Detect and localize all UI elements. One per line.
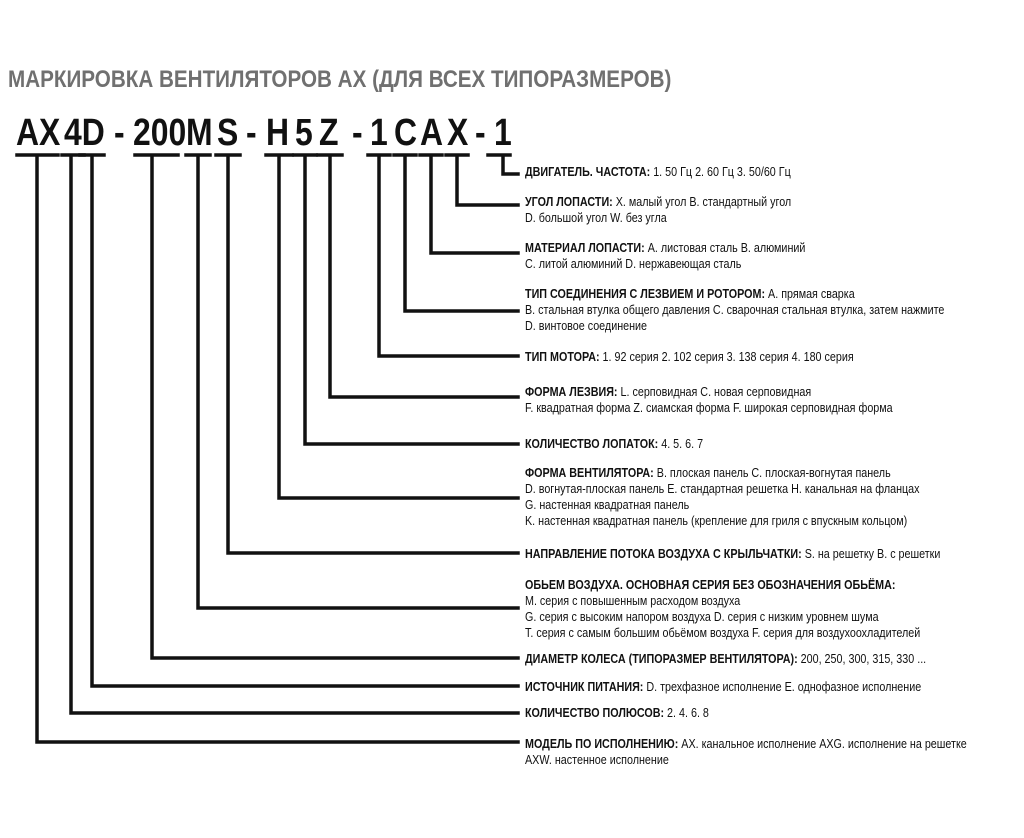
desc-label: ДВИГАТЕЛЬ. ЧАСТОТА:	[525, 165, 651, 179]
connector-poles	[62, 155, 518, 713]
connector-diameter	[135, 155, 518, 658]
code-blade-material: A	[420, 112, 444, 154]
code-blade-count: 5	[295, 112, 313, 154]
desc-motor-type	[525, 349, 854, 365]
connector-air-direction	[216, 155, 518, 553]
code-blade-angle: X	[447, 112, 469, 154]
code-separator: -	[246, 112, 257, 154]
desc-line: D. вогнутая-плоская панель E. стандартная решетка H. канальная на фланцах	[525, 482, 920, 496]
desc-text: D. трехфазное исполнение E. однофазное исполнение	[646, 680, 922, 694]
desc-fan-shape	[525, 465, 920, 529]
code-separator: -	[114, 112, 125, 154]
desc-label: УГОЛ ЛОПАСТИ:	[525, 195, 613, 209]
desc-label: ТИП МОТОРА:	[525, 350, 600, 364]
code-poles-power: 4D	[64, 112, 105, 154]
desc-line: D. винтовое соединение	[525, 319, 648, 333]
desc-label: ИСТОЧНИК ПИТАНИЯ:	[525, 680, 644, 694]
desc-text: A. прямая сварка	[768, 287, 855, 301]
desc-text: 2. 4. 6. 8	[667, 706, 709, 720]
desc-text: X. малый угол B. стандартный угол	[615, 195, 792, 209]
desc-label: КОЛИЧЕСТВО ПОЛЮСОВ:	[525, 706, 665, 720]
desc-text: L. серповидная C. новая серповидная	[620, 385, 812, 399]
desc-line: AXW. настенное исполнение	[525, 753, 669, 767]
code-air-direction: S	[217, 112, 239, 154]
code-blade-form: Z	[319, 112, 339, 154]
desc-label: ТИП СОЕДИНЕНИЯ С ЛЕЗВИЕМ И РОТОРОМ:	[525, 287, 766, 301]
desc-text: 4. 5. 6. 7	[661, 437, 704, 451]
desc-poles	[525, 705, 709, 721]
desc-label: ФОРМА ЛЕЗВИЯ:	[525, 385, 618, 399]
desc-power-source	[525, 679, 921, 695]
desc-line: G. серия с высоким напором воздуха D. серия с низким уровнем шума	[525, 610, 879, 624]
desc-text: B. плоская панель C. плоская-вогнутая панель	[656, 466, 891, 480]
desc-label: ОБЬЕМ ВОЗДУХА. ОСНОВНАЯ СЕРИЯ БЕЗ ОБОЗНАЧЕНИЯ ОБЬЁМА:	[525, 578, 896, 592]
desc-text: S. на решетку B. с решетки	[804, 547, 941, 561]
desc-line: M. серия с повышенным расходом воздуха	[525, 594, 741, 608]
connector-blade-form	[318, 155, 518, 397]
desc-text: A. листовая сталь B. алюминий	[647, 241, 806, 255]
code-model: AX	[16, 112, 61, 154]
desc-line: F. квадратная форма Z. сиамская форма F. широкая серповидная форма	[525, 401, 893, 415]
code-motor-type: 1	[370, 112, 388, 154]
desc-blade-form	[525, 384, 893, 416]
connector-group	[17, 155, 518, 742]
desc-blade-angle	[525, 194, 791, 226]
desc-label: МАТЕРИАЛ ЛОПАСТИ:	[525, 241, 645, 255]
code-separator: -	[352, 112, 363, 154]
code-air-volume: M	[186, 112, 213, 154]
desc-model	[525, 736, 967, 768]
desc-diameter	[525, 651, 926, 667]
connector-frequency	[488, 155, 518, 174]
desc-label: КОЛИЧЕСТВО ЛОПАТОК:	[525, 437, 659, 451]
desc-label: ДИАМЕТР КОЛЕСА (ТИПОРАЗМЕР ВЕНТИЛЯТОРА):	[525, 652, 798, 666]
desc-label: МОДЕЛЬ ПО ИСПОЛНЕНИЮ:	[525, 737, 679, 751]
desc-text: 200, 250, 300, 315, 330 ...	[800, 652, 927, 666]
desc-label: НАПРАВЛЕНИЕ ПОТОКА ВОЗДУХА С КРЫЛЬЧАТКИ:	[525, 547, 802, 561]
desc-air-direction	[525, 546, 940, 562]
connector-blade-angle	[446, 155, 518, 205]
code-motor-frequency: 1	[494, 112, 512, 154]
connector-air-volume	[186, 155, 518, 608]
connector-motor-type	[368, 155, 518, 356]
desc-label: ФОРМА ВЕНТИЛЯТОРА:	[525, 466, 654, 480]
code-separator: -	[475, 112, 486, 154]
desc-text: 1. 92 серия 2. 102 серия 3. 138 серия 4. 180 серия	[602, 350, 854, 364]
desc-line: D. большой угол W. без угла	[525, 211, 667, 225]
desc-connection	[525, 286, 944, 334]
desc-blade-material	[525, 240, 805, 272]
desc-blade-count	[525, 436, 703, 452]
diagram-title: МАРКИРОВКА ВЕНТИЛЯТОРОВ АХ (ДЛЯ ВСЕХ ТИПОРАЗМЕРОВ)	[8, 66, 672, 93]
desc-motor-frequency	[525, 164, 791, 180]
desc-line: B. стальная втулка общего давления C. сварочная стальная втулка, затем нажмите	[525, 303, 945, 317]
code-connection: C	[394, 112, 418, 154]
code-fan-shape: H	[266, 112, 290, 154]
desc-line: G. настенная квадратная панель	[525, 498, 690, 512]
desc-line: C. литой алюминий D. нержавеющая сталь	[525, 257, 742, 271]
desc-air-volume	[525, 577, 920, 641]
code-diameter: 200	[133, 112, 187, 154]
desc-text: AX. канальное исполнение AXG. исполнение на решетке	[681, 737, 967, 751]
desc-text: 1. 50 Гц 2. 60 Гц 3. 50/60 Гц	[653, 165, 791, 179]
desc-line: T. серия с самым большим обьёмом воздуха F. серия для воздухоохладителей	[525, 626, 921, 640]
desc-line: K. настенная квадратная панель (крепление для гриля с впускным кольцом)	[525, 514, 908, 528]
